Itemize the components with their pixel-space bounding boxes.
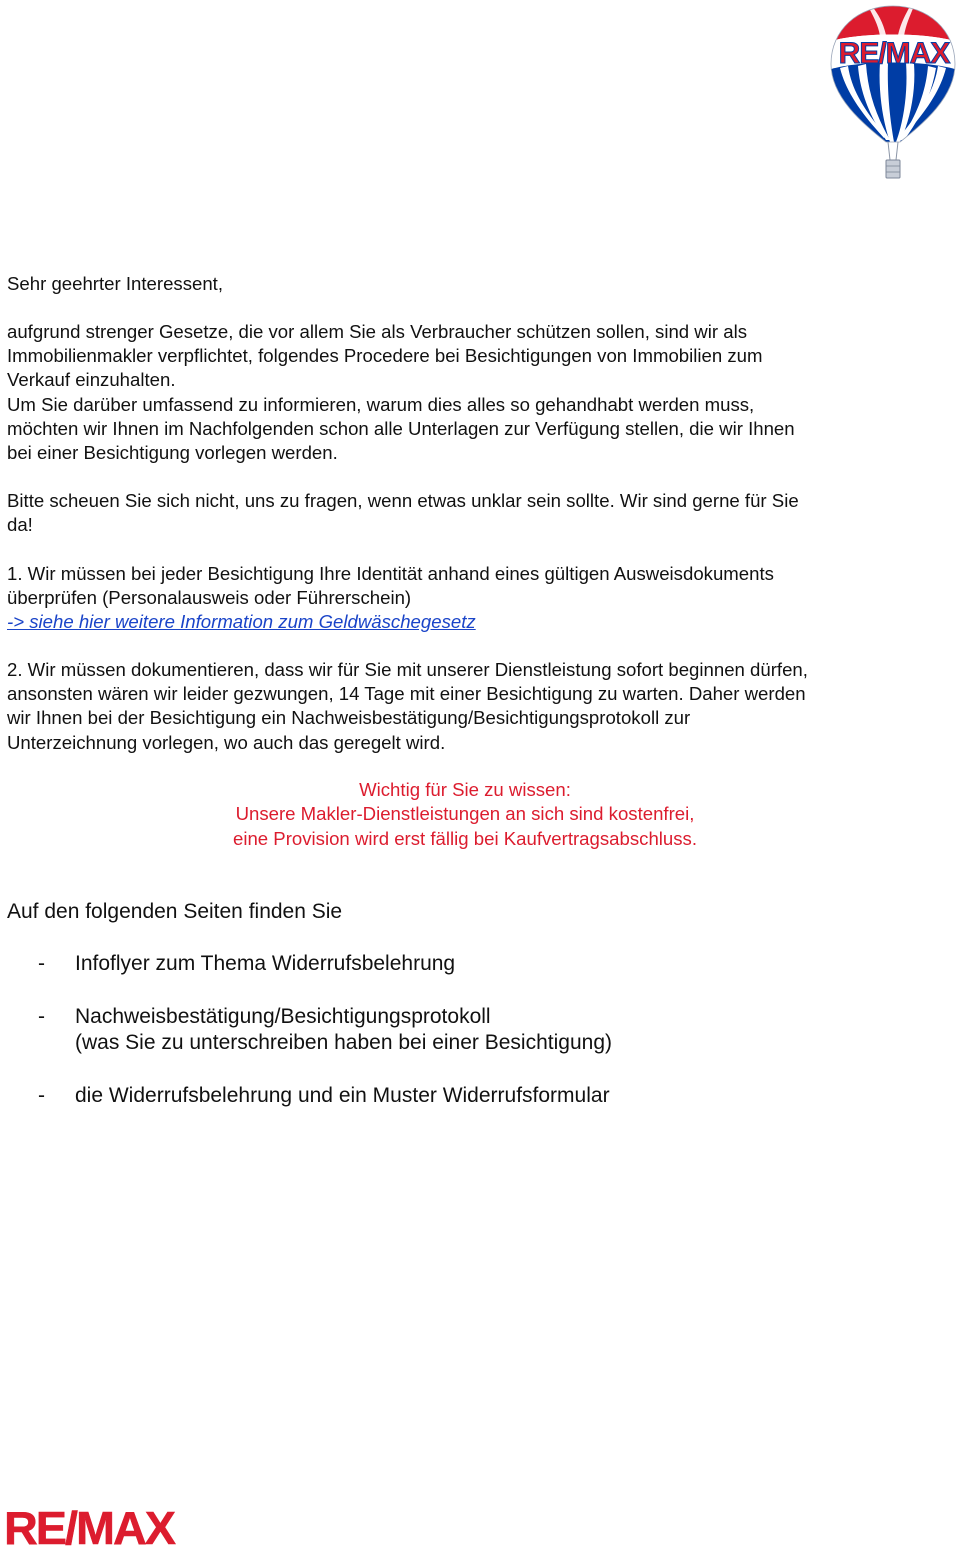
intro-line: möchten wir Ihnen im Nachfolgenden schon alle Unterlagen zur Verfügung stellen, die wir Ihnen xyxy=(7,417,795,439)
list-item-text: Nachweisbestätigung/Besichtigungsprotokoll xyxy=(75,1005,491,1028)
ask-line: da! xyxy=(7,514,33,536)
requirement-2-line: Unterzeichnung vorlegen, wo auch das geregelt wird. xyxy=(7,731,446,753)
remax-balloon-icon xyxy=(828,2,958,180)
following-pages-heading: Auf den folgenden Seiten finden Sie xyxy=(7,900,343,923)
remax-logo-icon xyxy=(2,1504,178,1550)
fee-notice-line: eine Provision wird erst fällig bei Kaufvertragsabschluss. xyxy=(232,827,698,849)
intro-line: Immobilienmakler verpflichtet, folgendes Procedere bei Besichtigungen von Immobilien zum xyxy=(7,345,763,367)
fee-notice-line: Wichtig für Sie zu wissen: xyxy=(359,779,571,800)
requirement-2 xyxy=(7,658,947,755)
list-item-text: Infoflyer zum Thema Widerrufsbelehrung xyxy=(75,952,456,975)
money-laundering-info-link[interactable]: -> siehe hier weitere Information zum Geldwäschegesetz xyxy=(7,611,476,632)
ask-line: Bitte scheuen Sie sich nicht, uns zu fragen, wenn etwas unklar sein sollte. Wir sind gerne für Sie xyxy=(7,490,799,511)
intro-paragraph xyxy=(7,320,947,465)
list-item-text: die Widerrufsbelehrung und ein Muster Widerrufsformular xyxy=(75,1084,610,1107)
requirement-1-line: 1. Wir müssen bei jeder Besichtigung Ihre Identität anhand eines gültigen Ausweisdokuments xyxy=(7,563,774,584)
intro-line: Um Sie darüber umfassend zu informieren, warum dies alles so gehandhabt werden muss, xyxy=(7,393,755,415)
fee-notice-line: Unsere Makler-Dienstleistungen an sich sind kostenfrei, xyxy=(235,803,695,825)
requirement-2-line: wir Ihnen bei der Besichtigung ein Nachweisbestätigung/Besichtigungsprotokoll zur xyxy=(7,707,691,729)
footer-logo-text: RE/MAX xyxy=(4,1504,177,1550)
list-dash: - xyxy=(38,1005,45,1028)
intro-line: bei einer Besichtigung vorlegen werden. xyxy=(7,442,338,464)
intro-line: aufgrund strenger Gesetze, die vor allem Sie als Verbraucher schützen sollen, sind wir als xyxy=(7,321,747,342)
requirement-1 xyxy=(7,562,947,610)
list-dash: - xyxy=(38,952,45,975)
requirement-2-line: ansonsten wären wir leider gezwungen, 14 Tage mit einer Besichtigung zu warten. Daher werden xyxy=(7,683,806,705)
requirement-1-line: überprüfen (Personalausweis oder Führerschein) xyxy=(7,587,412,609)
list-item-subtext: (was Sie zu unterschreiben haben bei einer Besichtigung) xyxy=(75,1031,612,1054)
list-dash: - xyxy=(38,1084,45,1107)
greeting: Sehr geehrter Interessent, xyxy=(7,273,224,294)
ask-paragraph xyxy=(7,489,947,537)
balloon-logo-text: RE/MAX xyxy=(838,37,950,70)
requirement-2-line: 2. Wir müssen dokumentieren, dass wir für Sie mit unserer Dienstleistung sofort beginnen dürfen, xyxy=(7,659,808,680)
fee-notice xyxy=(0,778,930,851)
intro-line: Verkauf einzuhalten. xyxy=(7,369,176,391)
